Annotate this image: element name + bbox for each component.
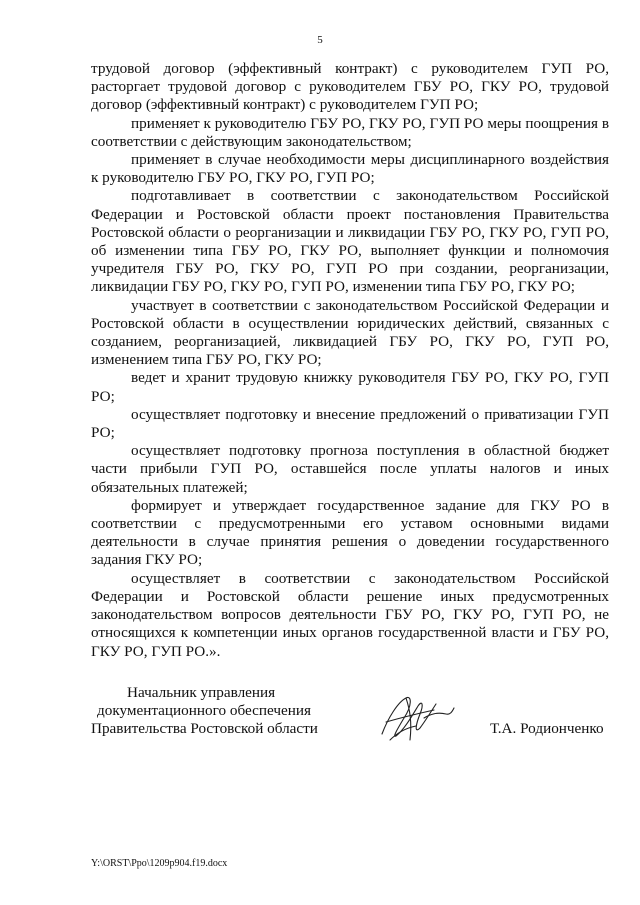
- page-number: 5: [317, 34, 323, 46]
- paragraph: подготавливает в соответствии с законодательством Российской Федерации и Ростовской области проект постановления Правительства Ростовской области о реорганизации и ликвидации ГБУ РО, ГКУ РО, ГУП РО, об изменении типа ГБУ РО, ГКУ РО, выполняет функции и полномочия учредителя ГБУ РО, ГКУ РО, ГУП РО при создании, реорганизации, ликвидации ГБУ РО, ГКУ РО, ГУП РО, изменении типа ГБУ РО, ГКУ РО;: [91, 187, 609, 296]
- paragraph: ведет и хранит трудовую книжку руководителя ГБУ РО, ГКУ РО, ГУП РО;: [91, 369, 609, 405]
- file-path-footer: Y:\ORST\Ppo\1209p904.f19.docx: [91, 858, 228, 869]
- signatory-title: [91, 684, 351, 739]
- document-body: [91, 60, 609, 661]
- paragraph: участвует в соответствии с законодательством Российской Федерации и Ростовской области в осуществлении юридических действий, связанных с созданием, реорганизацией, ликвидацией ГБУ РО, ГКУ РО, ГУП РО, изменением типа ГБУ РО, ГКУ РО;: [91, 296, 609, 369]
- paragraph: применяет в случае необходимости меры дисциплинарного воздействия к руководителю ГБУ РО, ГКУ РО, ГУП РО;: [91, 151, 609, 187]
- paragraph: формирует и утверждает государственное задание для ГКУ РО в соответствии с предусмотренными его уставом основными видами деятельности в случае принятия решения о доведении государственного задания ГКУ РО;: [91, 496, 609, 569]
- paragraph: осуществляет в соответствии с законодательством Российской Федерации и Ростовской области решение иных предусмотренных законодательством вопросов деятельности ГБУ РО, ГКУ РО, ГУП РО, не относящихся к компетенции иных органов государственной власти и ГБУ РО, ГКУ РО, ГУП РО.».: [91, 569, 609, 660]
- signatory-title-line: Начальник управления: [127, 684, 276, 701]
- paragraph: применяет к руководителю ГБУ РО, ГКУ РО, ГУП РО меры поощрения в соответствии с действующим законодательством;: [91, 114, 609, 150]
- paragraph: трудовой договор (эффективный контракт) с руководителем ГУП РО, расторгает трудовой договор с руководителем ГБУ РО, ГКУ РО, трудовой договор (эффективный контракт) с руководителем ГУП РО;: [91, 60, 609, 114]
- signatory-title-line: документационного обеспечения: [97, 702, 311, 720]
- paragraph: осуществляет подготовку прогноза поступления в областной бюджет части прибыли ГУП РО, оставшейся после уплаты налогов и иных обязательных платежей;: [91, 442, 609, 496]
- paragraph: осуществляет подготовку и внесение предложений о приватизации ГУП РО;: [91, 405, 609, 442]
- signatory-name: Т.А. Родионченко: [490, 720, 604, 737]
- handwritten-signature: [376, 688, 458, 748]
- signatory-title-line: Правительства Ростовской области: [91, 720, 318, 738]
